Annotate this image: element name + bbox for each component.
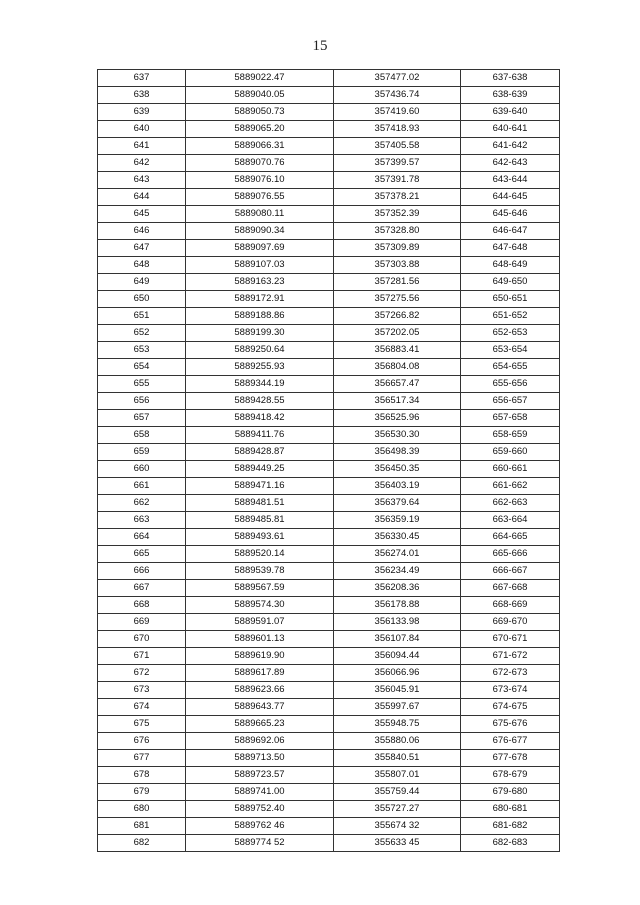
table-row <box>98 121 560 138</box>
segment-cell: 668-669 <box>461 597 560 614</box>
x-coordinate-cell: 5889344.19 <box>186 376 334 393</box>
point-number-cell: 673 <box>98 682 186 699</box>
x-coordinate-cell: 5889090.34 <box>186 223 334 240</box>
point-number-cell: 677 <box>98 750 186 767</box>
table-row <box>98 308 560 325</box>
point-number-cell: 643 <box>98 172 186 189</box>
point-number-cell: 670 <box>98 631 186 648</box>
table-row <box>98 427 560 444</box>
x-coordinate-cell: 5889411.76 <box>186 427 334 444</box>
x-coordinate-cell: 5889188.86 <box>186 308 334 325</box>
point-number-cell: 679 <box>98 784 186 801</box>
table-row <box>98 682 560 699</box>
point-number-cell: 656 <box>98 393 186 410</box>
table-row <box>98 801 560 818</box>
table-row <box>98 835 560 852</box>
y-coordinate-cell: 356525.96 <box>334 410 461 427</box>
y-coordinate-cell: 355948.75 <box>334 716 461 733</box>
point-number-cell: 675 <box>98 716 186 733</box>
table-row <box>98 597 560 614</box>
y-coordinate-cell: 357281.56 <box>334 274 461 291</box>
table-row <box>98 104 560 121</box>
y-coordinate-cell: 357309.89 <box>334 240 461 257</box>
y-coordinate-cell: 357303.88 <box>334 257 461 274</box>
point-number-cell: 640 <box>98 121 186 138</box>
point-number-cell: 674 <box>98 699 186 716</box>
segment-cell: 658-659 <box>461 427 560 444</box>
segment-cell: 669-670 <box>461 614 560 631</box>
table-row <box>98 376 560 393</box>
table-row <box>98 189 560 206</box>
table-row <box>98 733 560 750</box>
x-coordinate-cell: 5889493.61 <box>186 529 334 546</box>
point-number-cell: 666 <box>98 563 186 580</box>
x-coordinate-cell: 5889163.23 <box>186 274 334 291</box>
segment-cell: 641-642 <box>461 138 560 155</box>
point-number-cell: 637 <box>98 70 186 87</box>
point-number-cell: 644 <box>98 189 186 206</box>
segment-cell: 672-673 <box>461 665 560 682</box>
x-coordinate-cell: 5889752.40 <box>186 801 334 818</box>
table-row <box>98 750 560 767</box>
x-coordinate-cell: 5889471.16 <box>186 478 334 495</box>
segment-cell: 679-680 <box>461 784 560 801</box>
y-coordinate-cell: 356379.64 <box>334 495 461 512</box>
table-row <box>98 70 560 87</box>
x-coordinate-cell: 5889428.55 <box>186 393 334 410</box>
table-row <box>98 784 560 801</box>
y-coordinate-cell: 357418.93 <box>334 121 461 138</box>
x-coordinate-cell: 5889623.66 <box>186 682 334 699</box>
point-number-cell: 669 <box>98 614 186 631</box>
point-number-cell: 645 <box>98 206 186 223</box>
point-number-cell: 658 <box>98 427 186 444</box>
table-row <box>98 461 560 478</box>
table-row <box>98 495 560 512</box>
segment-cell: 667-668 <box>461 580 560 597</box>
segment-cell: 654-655 <box>461 359 560 376</box>
x-coordinate-cell: 5889539.78 <box>186 563 334 580</box>
y-coordinate-cell: 356498.39 <box>334 444 461 461</box>
point-number-cell: 678 <box>98 767 186 784</box>
y-coordinate-cell: 357202.05 <box>334 325 461 342</box>
segment-cell: 682-683 <box>461 835 560 852</box>
point-number-cell: 676 <box>98 733 186 750</box>
point-number-cell: 647 <box>98 240 186 257</box>
segment-cell: 652-653 <box>461 325 560 342</box>
x-coordinate-cell: 5889255.93 <box>186 359 334 376</box>
y-coordinate-cell: 356274.01 <box>334 546 461 563</box>
y-coordinate-cell: 356208.36 <box>334 580 461 597</box>
x-coordinate-cell: 5889076.10 <box>186 172 334 189</box>
x-coordinate-cell: 5889066.31 <box>186 138 334 155</box>
table-row <box>98 699 560 716</box>
y-coordinate-cell: 357275.56 <box>334 291 461 308</box>
y-coordinate-cell: 356107.84 <box>334 631 461 648</box>
point-number-cell: 651 <box>98 308 186 325</box>
y-coordinate-cell: 355880.06 <box>334 733 461 750</box>
y-coordinate-cell: 356066.96 <box>334 665 461 682</box>
x-coordinate-cell: 5889574.30 <box>186 597 334 614</box>
y-coordinate-cell: 357405.58 <box>334 138 461 155</box>
table-row <box>98 614 560 631</box>
table-row <box>98 529 560 546</box>
x-coordinate-cell: 5889050.73 <box>186 104 334 121</box>
point-number-cell: 654 <box>98 359 186 376</box>
point-number-cell: 664 <box>98 529 186 546</box>
point-number-cell: 652 <box>98 325 186 342</box>
segment-cell: 639-640 <box>461 104 560 121</box>
y-coordinate-cell: 356330.45 <box>334 529 461 546</box>
y-coordinate-cell: 356045.91 <box>334 682 461 699</box>
point-number-cell: 665 <box>98 546 186 563</box>
y-coordinate-cell: 356178.88 <box>334 597 461 614</box>
table-row <box>98 478 560 495</box>
page-number: 15 <box>312 38 328 54</box>
table-row <box>98 665 560 682</box>
point-number-cell: 672 <box>98 665 186 682</box>
x-coordinate-cell: 5889723.57 <box>186 767 334 784</box>
y-coordinate-cell: 356133.98 <box>334 614 461 631</box>
point-number-cell: 650 <box>98 291 186 308</box>
y-coordinate-cell: 357266.82 <box>334 308 461 325</box>
y-coordinate-cell: 356804.08 <box>334 359 461 376</box>
segment-cell: 646-647 <box>461 223 560 240</box>
point-number-cell: 681 <box>98 818 186 835</box>
y-coordinate-cell: 357399.57 <box>334 155 461 172</box>
point-number-cell: 668 <box>98 597 186 614</box>
segment-cell: 645-646 <box>461 206 560 223</box>
point-number-cell: 657 <box>98 410 186 427</box>
segment-cell: 655-656 <box>461 376 560 393</box>
y-coordinate-cell: 357352.39 <box>334 206 461 223</box>
point-number-cell: 638 <box>98 87 186 104</box>
y-coordinate-cell: 357419.60 <box>334 104 461 121</box>
y-coordinate-cell: 356359.19 <box>334 512 461 529</box>
segment-cell: 642-643 <box>461 155 560 172</box>
x-coordinate-cell: 5889418.42 <box>186 410 334 427</box>
point-number-cell: 663 <box>98 512 186 529</box>
y-coordinate-cell: 356403.19 <box>334 478 461 495</box>
segment-cell: 660-661 <box>461 461 560 478</box>
x-coordinate-cell: 5889428.87 <box>186 444 334 461</box>
x-coordinate-cell: 5889065.20 <box>186 121 334 138</box>
y-coordinate-cell: 356657.47 <box>334 376 461 393</box>
point-number-cell: 671 <box>98 648 186 665</box>
segment-cell: 643-644 <box>461 172 560 189</box>
y-coordinate-cell: 356094.44 <box>334 648 461 665</box>
segment-cell: 651-652 <box>461 308 560 325</box>
segment-cell: 681-682 <box>461 818 560 835</box>
segment-cell: 637-638 <box>461 70 560 87</box>
point-number-cell: 646 <box>98 223 186 240</box>
segment-cell: 650-651 <box>461 291 560 308</box>
table-row <box>98 512 560 529</box>
segment-cell: 659-660 <box>461 444 560 461</box>
segment-cell: 678-679 <box>461 767 560 784</box>
segment-cell: 649-650 <box>461 274 560 291</box>
segment-cell: 640-641 <box>461 121 560 138</box>
point-number-cell: 661 <box>98 478 186 495</box>
table-row <box>98 325 560 342</box>
point-number-cell: 641 <box>98 138 186 155</box>
x-coordinate-cell: 5889643.77 <box>186 699 334 716</box>
table-row <box>98 716 560 733</box>
point-number-cell: 667 <box>98 580 186 597</box>
y-coordinate-cell: 355807.01 <box>334 767 461 784</box>
segment-cell: 648-649 <box>461 257 560 274</box>
table-row <box>98 342 560 359</box>
x-coordinate-cell: 5889520.14 <box>186 546 334 563</box>
x-coordinate-cell: 5889076.55 <box>186 189 334 206</box>
y-coordinate-cell: 355727.27 <box>334 801 461 818</box>
x-coordinate-cell: 5889040.05 <box>186 87 334 104</box>
y-coordinate-cell: 356883.41 <box>334 342 461 359</box>
table-row <box>98 138 560 155</box>
segment-cell: 661-662 <box>461 478 560 495</box>
point-number-cell: 655 <box>98 376 186 393</box>
y-coordinate-cell: 355997.67 <box>334 699 461 716</box>
x-coordinate-cell: 5889080.11 <box>186 206 334 223</box>
y-coordinate-cell: 355759.44 <box>334 784 461 801</box>
segment-cell: 653-654 <box>461 342 560 359</box>
table-row <box>98 257 560 274</box>
table-row <box>98 274 560 291</box>
segment-cell: 670-671 <box>461 631 560 648</box>
x-coordinate-cell: 5889619.90 <box>186 648 334 665</box>
segment-cell: 666-667 <box>461 563 560 580</box>
x-coordinate-cell: 5889774 52 <box>186 835 334 852</box>
y-coordinate-cell: 355840.51 <box>334 750 461 767</box>
table-row <box>98 648 560 665</box>
x-coordinate-cell: 5889070.76 <box>186 155 334 172</box>
table-row <box>98 410 560 427</box>
x-coordinate-cell: 5889591.07 <box>186 614 334 631</box>
point-number-cell: 649 <box>98 274 186 291</box>
segment-cell: 656-657 <box>461 393 560 410</box>
segment-cell: 680-681 <box>461 801 560 818</box>
coordinates-table-body <box>98 70 560 852</box>
table-row <box>98 206 560 223</box>
segment-cell: 673-674 <box>461 682 560 699</box>
y-coordinate-cell: 356234.49 <box>334 563 461 580</box>
y-coordinate-cell: 355674 32 <box>334 818 461 835</box>
x-coordinate-cell: 5889567.59 <box>186 580 334 597</box>
table-row <box>98 155 560 172</box>
segment-cell: 647-648 <box>461 240 560 257</box>
segment-cell: 638-639 <box>461 87 560 104</box>
table-row <box>98 563 560 580</box>
x-coordinate-cell: 5889665.23 <box>186 716 334 733</box>
segment-cell: 677-678 <box>461 750 560 767</box>
segment-cell: 676-677 <box>461 733 560 750</box>
point-number-cell: 680 <box>98 801 186 818</box>
x-coordinate-cell: 5889022.47 <box>186 70 334 87</box>
x-coordinate-cell: 5889097.69 <box>186 240 334 257</box>
segment-cell: 675-676 <box>461 716 560 733</box>
x-coordinate-cell: 5889713.50 <box>186 750 334 767</box>
table-row <box>98 291 560 308</box>
x-coordinate-cell: 5889449.25 <box>186 461 334 478</box>
table-row <box>98 223 560 240</box>
table-row <box>98 240 560 257</box>
y-coordinate-cell: 357328.80 <box>334 223 461 240</box>
coordinates-table <box>97 69 560 852</box>
segment-cell: 663-664 <box>461 512 560 529</box>
x-coordinate-cell: 5889199.30 <box>186 325 334 342</box>
y-coordinate-cell: 357436.74 <box>334 87 461 104</box>
y-coordinate-cell: 357477.02 <box>334 70 461 87</box>
y-coordinate-cell: 356530.30 <box>334 427 461 444</box>
segment-cell: 664-665 <box>461 529 560 546</box>
x-coordinate-cell: 5889485.81 <box>186 512 334 529</box>
x-coordinate-cell: 5889481.51 <box>186 495 334 512</box>
x-coordinate-cell: 5889250.64 <box>186 342 334 359</box>
y-coordinate-cell: 357391.78 <box>334 172 461 189</box>
table-row <box>98 444 560 461</box>
x-coordinate-cell: 5889741.00 <box>186 784 334 801</box>
point-number-cell: 682 <box>98 835 186 852</box>
y-coordinate-cell: 356517.34 <box>334 393 461 410</box>
point-number-cell: 639 <box>98 104 186 121</box>
point-number-cell: 653 <box>98 342 186 359</box>
x-coordinate-cell: 5889692.06 <box>186 733 334 750</box>
table-row <box>98 767 560 784</box>
table-row <box>98 172 560 189</box>
segment-cell: 674-675 <box>461 699 560 716</box>
point-number-cell: 660 <box>98 461 186 478</box>
table-row <box>98 393 560 410</box>
point-number-cell: 662 <box>98 495 186 512</box>
x-coordinate-cell: 5889762 46 <box>186 818 334 835</box>
table-row <box>98 546 560 563</box>
segment-cell: 644-645 <box>461 189 560 206</box>
point-number-cell: 642 <box>98 155 186 172</box>
point-number-cell: 659 <box>98 444 186 461</box>
y-coordinate-cell: 355633 45 <box>334 835 461 852</box>
y-coordinate-cell: 357378.21 <box>334 189 461 206</box>
table-row <box>98 87 560 104</box>
point-number-cell: 648 <box>98 257 186 274</box>
x-coordinate-cell: 5889172.91 <box>186 291 334 308</box>
segment-cell: 665-666 <box>461 546 560 563</box>
segment-cell: 662-663 <box>461 495 560 512</box>
x-coordinate-cell: 5889617.89 <box>186 665 334 682</box>
segment-cell: 657-658 <box>461 410 560 427</box>
table-row <box>98 631 560 648</box>
x-coordinate-cell: 5889601.13 <box>186 631 334 648</box>
table-row <box>98 818 560 835</box>
x-coordinate-cell: 5889107.03 <box>186 257 334 274</box>
segment-cell: 671-672 <box>461 648 560 665</box>
table-row <box>98 580 560 597</box>
table-row <box>98 359 560 376</box>
y-coordinate-cell: 356450.35 <box>334 461 461 478</box>
